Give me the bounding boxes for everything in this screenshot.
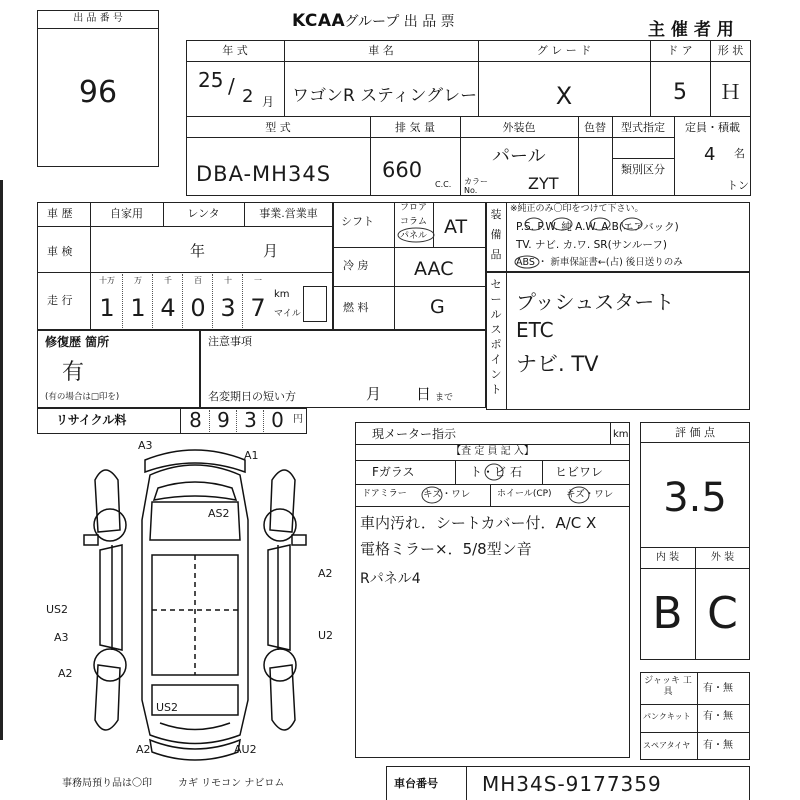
- rental-label: レンタ: [187, 207, 220, 220]
- sheet-title: .グループ 出 品 票: [340, 14, 455, 30]
- mileage-digit-value: 1: [99, 294, 115, 322]
- sales-points-label-char: ト: [490, 383, 502, 396]
- inspection-month-unit: 月: [263, 242, 279, 260]
- sales-points-label-char: ス: [490, 323, 502, 336]
- color-label: 外装色: [502, 121, 536, 134]
- sales-point-1: プッシュスタート: [516, 290, 675, 314]
- interior-score: B: [652, 588, 683, 639]
- year-value: 25: [198, 68, 224, 92]
- grade-value: X: [555, 82, 573, 110]
- short-date-day: 日: [416, 385, 432, 403]
- shift-label: シフト: [341, 215, 374, 228]
- lot-number-label: 出 品 番 号: [73, 13, 123, 24]
- mileage-digit-label: 万: [134, 276, 142, 285]
- year-label: 年 式: [222, 44, 248, 57]
- equipment-circle-marks: [512, 216, 662, 272]
- exterior-label: 外 装: [710, 552, 735, 563]
- model-value: DBA-MH34S: [196, 162, 332, 186]
- inspector-note-3: Rパネル4: [360, 571, 421, 587]
- glass-label: Fガラス: [372, 465, 415, 479]
- inspection-label: 車 検: [47, 245, 73, 258]
- mileage-digit-label: 千: [164, 276, 172, 285]
- inspector-note-1: 車内汚れ．シートカバー付．A/C X: [360, 514, 597, 532]
- recycle-digit: 9: [209, 410, 237, 432]
- spare-tire-options: 有・無: [703, 740, 733, 751]
- repair-history-value: 有: [62, 360, 85, 385]
- shape-value: Ｈ: [720, 80, 741, 104]
- fuel-value: G: [430, 296, 445, 318]
- damage-mark-5: US2: [46, 603, 69, 616]
- ton-unit: トン: [727, 179, 749, 192]
- repair-history-note: (有の場合は□印を): [45, 392, 120, 402]
- short-date-label: 名変期日の短い方: [208, 390, 296, 403]
- color-number-value: ZYT: [528, 174, 559, 193]
- car-name-value: ワゴンR スティングレー: [292, 86, 478, 106]
- puncture-kit-label: パンクキット: [643, 712, 691, 721]
- ac-value: AAC: [414, 258, 454, 280]
- shift-option-column: コラム: [400, 217, 427, 227]
- month-unit: 月: [262, 95, 275, 109]
- inspection-year-unit: 年: [190, 242, 206, 260]
- capacity-value: 4: [704, 144, 716, 165]
- puncture-kit-options: 有・無: [703, 711, 733, 722]
- glass-option-crack: ヒビワレ: [555, 465, 604, 479]
- type-designation-label: 型式指定: [621, 121, 665, 134]
- organizer-label: 主 催 者 用: [648, 20, 734, 40]
- persons-unit: 名: [734, 147, 745, 160]
- brand-logo: KCAA: [292, 11, 346, 31]
- cc-unit: C.C.: [435, 180, 452, 189]
- mileage-digit-cell: [92, 274, 122, 328]
- scratch-circle-marks: [418, 484, 618, 506]
- mileage-digit-cell: [212, 274, 242, 328]
- repair-history-label: 修復歴 箇所: [45, 335, 110, 349]
- sales-points-label-char: ン: [490, 368, 502, 381]
- shape-label: 形 状: [717, 44, 744, 57]
- shift-option-floor: フロア: [399, 203, 427, 213]
- shift-value: AT: [444, 216, 468, 238]
- sales-points-label-char: ル: [490, 308, 502, 321]
- meter-unit: km: [613, 429, 629, 440]
- keys-list: カギ リモコン ナビロム: [178, 778, 285, 789]
- mileage-digit-label: 十: [224, 276, 232, 285]
- month-value: 2: [242, 86, 254, 107]
- capacity-label: 定員・積載: [685, 121, 740, 134]
- chassis-value: MH34S-9177359: [482, 772, 662, 796]
- wheel-label: ホイール(CP): [497, 489, 552, 499]
- notice-label: 注意事項: [208, 335, 252, 348]
- edge-binding-mark: [0, 180, 3, 740]
- damage-mark-1: A3: [138, 439, 153, 452]
- damage-mark-6: A3: [54, 631, 69, 644]
- mileage-digit-cell: [242, 274, 272, 328]
- car-name-label: 車 名: [368, 44, 394, 57]
- damage-mark-4: A2: [318, 567, 333, 580]
- damage-mark-10: A2: [136, 743, 151, 756]
- damage-mark-2: A1: [244, 449, 259, 462]
- km-unit: km: [274, 289, 290, 300]
- equipment-note: ※純正のみ〇印をつけて下さい。: [510, 204, 644, 214]
- glass-option-chip: ト・ビ: [470, 465, 507, 479]
- jack-options: 有・無: [703, 683, 733, 694]
- recycle-digit: 8: [189, 408, 202, 432]
- sales-points-label-char: イ: [490, 353, 502, 366]
- color-change-label: 色替: [584, 121, 606, 134]
- mileage-digit-value: 1: [130, 294, 146, 322]
- mileage-digit-label: 百: [194, 276, 202, 285]
- equipment-label-char: 備: [490, 228, 502, 241]
- door-value: 5: [673, 80, 687, 105]
- mileage-digit-cell: [182, 274, 212, 328]
- exterior-score: C: [707, 588, 738, 639]
- equipment-line-2: TV. ナビ. カ.ワ. SR(サンルーフ): [516, 239, 667, 251]
- displacement-label: 排 気 量: [395, 121, 435, 134]
- shift-option-panel: パネル: [399, 231, 427, 241]
- business-label: 事業.営業車: [259, 207, 318, 220]
- short-date-month: 月: [366, 385, 382, 403]
- chassis-label: 車台番号: [394, 777, 438, 790]
- sales-point-2: ETC: [516, 318, 554, 342]
- interior-label: 内 装: [655, 552, 680, 563]
- equipment-label-char: 装: [490, 208, 502, 221]
- recycle-digit: 0: [263, 410, 291, 432]
- color-value: パール: [492, 146, 546, 167]
- equipment-label-char: 品: [490, 248, 502, 261]
- short-date-until: まで: [435, 393, 454, 403]
- mileage-digit-label: 十万: [99, 276, 115, 285]
- displacement-value: 660: [382, 158, 423, 182]
- category-label: 類別区分: [621, 163, 665, 176]
- private-label: 自家用: [110, 207, 143, 220]
- inspector-section-label: 【査 定 員 記 入】: [451, 446, 534, 457]
- mileage-label: 走 行: [47, 294, 73, 307]
- equipment-line-1: P.S. P.W. 純 A.W. A.B(エアバック): [516, 221, 679, 233]
- shift-circle-mark: [396, 226, 436, 244]
- inspector-note-2: 電格ミラー×．5/8型ン音: [360, 540, 532, 558]
- recycle-digits: [182, 409, 292, 433]
- score-label: 評 価 点: [675, 426, 715, 439]
- damage-mark-9: US2: [156, 701, 179, 714]
- mileage-digit-value: 3: [220, 294, 236, 322]
- car-body-diagram: [40, 440, 350, 770]
- damage-mark-8: A2: [58, 667, 73, 680]
- damage-mark-7: U2: [318, 629, 334, 642]
- jack-label: ジャッキ 工 具: [644, 676, 692, 697]
- sales-points-label-char: セ: [490, 278, 502, 291]
- office-note: 事務局預り品は〇印: [62, 778, 152, 789]
- grade-label: グ レ ー ド: [536, 44, 592, 57]
- fuel-label: 燃 料: [343, 301, 369, 314]
- damage-mark-11: AU2: [234, 743, 257, 756]
- ac-label: 冷 房: [343, 259, 369, 272]
- mileage-digit-value: 4: [160, 294, 176, 322]
- color-number-label: カラー No.: [464, 177, 488, 195]
- recycle-unit: 円: [293, 414, 303, 425]
- spare-tire-label: スペアタイヤ: [643, 741, 691, 750]
- mirror-label: ドアミラー: [362, 489, 407, 499]
- equipment-line-3: ABS ・ 新車保証書←(占) 後日送りのみ: [516, 257, 683, 268]
- mileage-digit-value: 0: [190, 294, 206, 322]
- mileage-digit-cell: [122, 274, 152, 328]
- history-label: 車 歴: [47, 207, 73, 220]
- glass-option-stone: 石: [510, 465, 523, 479]
- damage-mark-3: AS2: [208, 507, 230, 520]
- door-label: ド ア: [667, 44, 693, 57]
- recycle-label: リサイクル料: [56, 413, 127, 427]
- lot-number: 96: [78, 75, 118, 110]
- glass-circle-mark: [483, 462, 505, 482]
- mile-checkbox[interactable]: [303, 286, 327, 322]
- mileage-digit-value: 7: [250, 294, 266, 322]
- score-value: 3.5: [663, 475, 727, 521]
- model-label: 型 式: [265, 121, 291, 134]
- wheel-options: キズ・ワレ: [566, 489, 614, 500]
- sales-points-label-char: ポ: [490, 338, 502, 351]
- sales-points-label-char: ー: [490, 293, 502, 306]
- mileage-digit-label: 一: [254, 276, 262, 285]
- recycle-digit: 3: [236, 410, 264, 432]
- year-separator: /: [228, 74, 235, 98]
- sales-point-3: ナビ. TV: [516, 352, 599, 376]
- meter-label: 現メーター指示: [372, 427, 457, 441]
- mirror-options: キズ・ワレ: [423, 489, 471, 500]
- mile-unit: マイル: [274, 309, 301, 319]
- mileage-digits: [92, 274, 272, 328]
- mileage-digit-cell: [152, 274, 182, 328]
